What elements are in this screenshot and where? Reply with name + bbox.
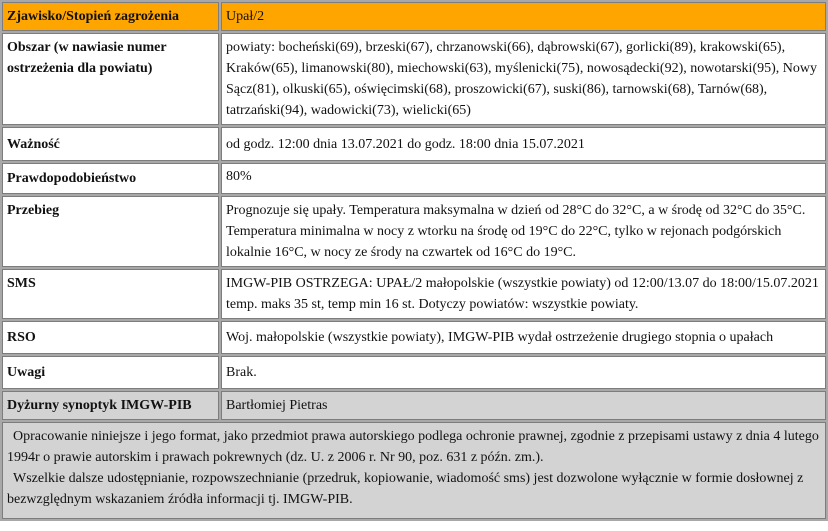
label-validity: Ważność (2, 127, 219, 161)
value-rso: Woj. małopolskie (wszystkie powiaty), IMGW-PIB wydał ostrzeżenie drugiego stopnia o upałach (221, 321, 826, 354)
row-forecaster (2, 391, 826, 420)
copyright-notice (2, 422, 826, 519)
row-rso (2, 321, 826, 354)
sharing-paragraph: Wszelkie dalsze udostępnianie, rozpowszechnianie (przedruk, kopiowanie, wiadomość sms) jest dozwolone wyłącznie w formie dosłownej z bezwzględnym wskazaniem źródła informacji tj. IMGW-PIB. (7, 471, 804, 507)
value-probability: 80% (221, 163, 826, 194)
label-remarks: Uwagi (2, 356, 219, 389)
value-phenomenon: Upał/2 (221, 2, 826, 31)
value-area: powiaty: bocheński(69), brzeski(67), chrzanowski(66), dąbrowski(67), gorlicki(89), krakowski(65), Kraków(65), limanowski(80), miechowski(63), myślenicki(75), nowosądecki(92), nowotarski(95), Nowy Sącz(81), olkuski(65), oświęcimski(68), proszowicki(67), suski(86), tarnowski(68), Tarnów(68), tatrzański(94), wadowicki(73), wielicki(65) (221, 33, 826, 125)
label-rso: RSO (2, 321, 219, 354)
value-course: Prognozuje się upały. Temperatura maksymalna w dzień od 28°C do 32°C, a w środę od 32°C do 35°C. Temperatura minimalna w nocy z wtorku na środę od 19°C do 22°C, tylko w rejonach podgórskich lokalnie 16°C, w nocy ze środy na czwartek od 16°C do 19°C. (221, 196, 826, 267)
label-area: Obszar (w nawiasie numer ostrzeżenia dla powiatu) (2, 33, 219, 125)
row-sms (2, 269, 826, 319)
label-probability: Prawdopodobieństwo (2, 163, 219, 194)
value-sms: IMGW-PIB OSTRZEGA: UPAŁ/2 małopolskie (wszystkie powiaty) od 12:00/13.07 do 18:00/15.07.2021 temp. maks 35 st, temp min 16 st. Dotyczy powiatów: wszystkie powiaty. (221, 269, 826, 319)
row-probability (2, 163, 826, 194)
row-area (2, 33, 826, 125)
value-remarks: Brak. (221, 356, 826, 389)
label-forecaster: Dyżurny synoptyk IMGW-PIB (2, 391, 219, 420)
label-sms: SMS (2, 269, 219, 319)
row-validity (2, 127, 826, 161)
value-validity: od godz. 12:00 dnia 13.07.2021 do godz. 18:00 dnia 15.07.2021 (221, 127, 826, 161)
label-phenomenon: Zjawisko/Stopień zagrożenia (2, 2, 219, 31)
row-footer (2, 422, 826, 519)
copyright-paragraph: Opracowanie niniejsze i jego format, jako przedmiot prawa autorskiego podlega ochronie prawnej, zgodnie z przepisami ustawy z dnia 4 lutego 1994r o prawie autorskim i prawach pokrewnych (dz. U. z 2006 r. Nr 90, poz. 631 z późn. zm.). (7, 429, 819, 465)
value-forecaster: Bartłomiej Pietras (221, 391, 826, 420)
row-phenomenon (2, 2, 826, 31)
label-course: Przebieg (2, 196, 219, 267)
row-remarks (2, 356, 826, 389)
row-course (2, 196, 826, 267)
